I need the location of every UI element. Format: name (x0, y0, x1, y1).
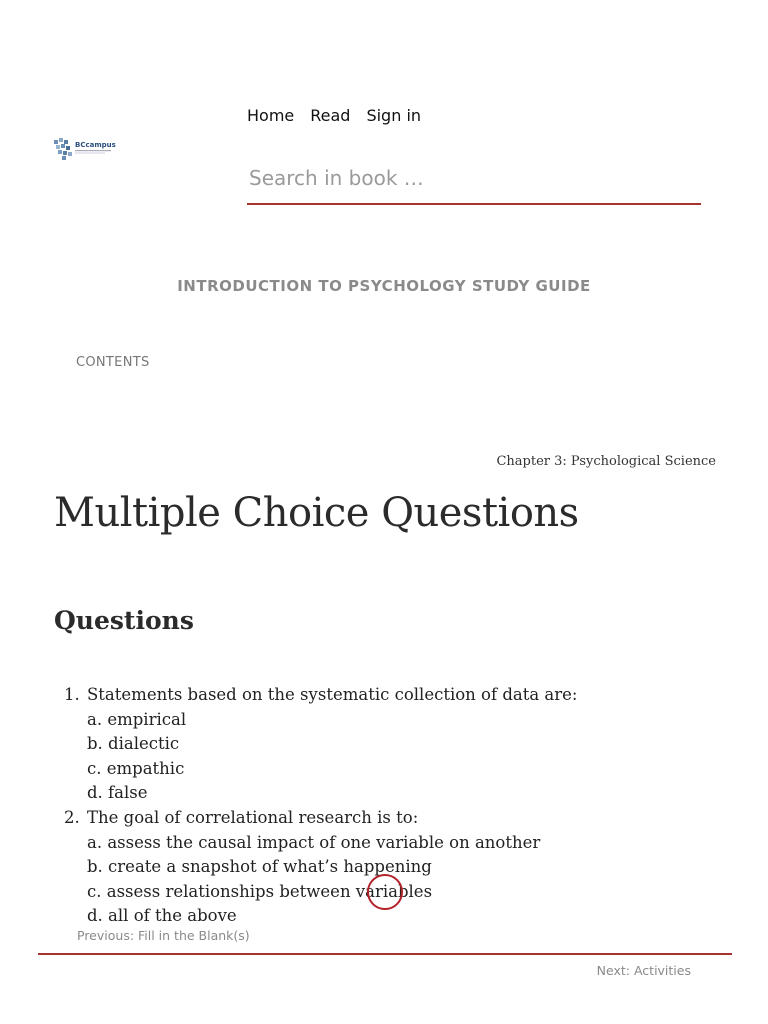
answer-option: d. all of the above (87, 906, 237, 926)
nav-sign-in-link[interactable]: Sign in (366, 106, 422, 125)
page-title: Multiple Choice Questions (54, 490, 579, 536)
answer-option: b. create a snapshot of what’s happening (87, 857, 432, 877)
search-underline (247, 203, 701, 205)
question-item (64, 683, 744, 806)
footer-divider (38, 953, 732, 955)
section-heading: Questions (54, 606, 194, 635)
answer-option: c. empathic (87, 758, 185, 778)
nav-read-link[interactable]: Read (310, 106, 351, 125)
answer-option: a. empirical (87, 709, 187, 729)
answer-option: d. false (87, 783, 148, 803)
book-title[interactable]: INTRODUCTION TO PSYCHOLOGY STUDY GUIDE (177, 277, 591, 295)
question-text: The goal of correlational research is to: (87, 807, 419, 827)
answer-option: a. assess the causal impact of one variable on another (87, 832, 541, 852)
logo-text: BCcampus (75, 141, 116, 149)
contents-toggle[interactable]: CONTENTS (76, 355, 150, 370)
previous-page-link[interactable]: Previous: Fill in the Blank(s) (77, 928, 250, 943)
question-number: 2. (64, 807, 80, 827)
question-text: Statements based on the systematic collection of data are: (87, 685, 578, 704)
next-page-link[interactable]: Next: Activities (596, 963, 691, 978)
question-number: 1. (64, 685, 80, 704)
cursor-indicator (367, 874, 403, 910)
answer-option: c. assess relationships between variables (87, 881, 433, 901)
map-grid-icon (54, 138, 72, 160)
question-item (64, 806, 744, 929)
answer-option: b. dialectic (87, 734, 180, 754)
questions-list (64, 683, 744, 926)
top-nav (247, 106, 421, 125)
search-input[interactable] (247, 152, 701, 204)
chapter-label: Chapter 3: Psychological Science (496, 454, 716, 469)
nav-home-link[interactable]: Home (247, 106, 295, 125)
search-box (247, 152, 701, 204)
bccampus-logo[interactable] (54, 137, 114, 161)
